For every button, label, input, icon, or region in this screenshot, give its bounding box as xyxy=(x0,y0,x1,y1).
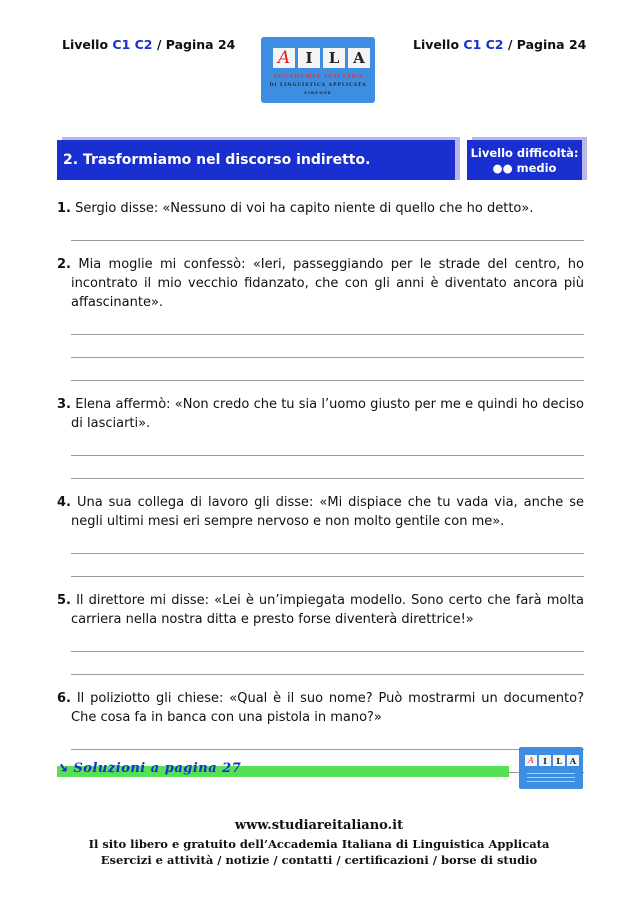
logo-line1: ACCADEMIA ITALIANA xyxy=(273,74,363,80)
exercise-item xyxy=(57,255,584,381)
footer-sections: Esercizi e attività / notizie / contatti / certificazioni / borse di studio xyxy=(100,853,538,867)
item-text: Elena affermò: «Non credo che tu sia l’uomo giusto per me e quindi ho deciso di lasciarti». xyxy=(70,397,584,431)
item-number: 2. xyxy=(57,257,71,272)
answer-line[interactable] xyxy=(71,478,584,479)
item-number: 1. xyxy=(57,201,71,216)
answer-line[interactable] xyxy=(71,674,584,675)
header-left-c1: C1 xyxy=(112,37,131,52)
difficulty-box xyxy=(467,140,582,180)
header-left-suffix: / Pagina 24 xyxy=(152,37,236,52)
exercise-title: 2. Trasformiamo nel discorso indiretto. xyxy=(57,140,455,180)
aila-logo xyxy=(261,37,375,103)
header-right-c1: C1 xyxy=(463,37,482,52)
logo-letter: I xyxy=(298,48,320,68)
logo-letter: I xyxy=(539,755,551,766)
logo-letter: A xyxy=(525,755,537,766)
header-right-suffix: / Pagina 24 xyxy=(503,37,587,52)
exercise-item xyxy=(57,591,584,675)
header-left-prefix: Livello xyxy=(62,37,113,52)
answer-line[interactable] xyxy=(71,455,584,456)
header-right-c2: C2 xyxy=(485,37,504,52)
logo-small-line xyxy=(527,773,575,774)
logo-letter: L xyxy=(323,48,345,68)
item-number: 5. xyxy=(57,593,71,608)
answer-line[interactable] xyxy=(71,749,584,750)
item-text: Sergio disse: «Nessuno di voi ha capito niente di quello che ho detto». xyxy=(70,201,534,216)
item-question xyxy=(57,395,584,433)
footer-url[interactable]: www.studiareitaliano.it xyxy=(234,818,404,833)
logo-line3: FIRENZE xyxy=(304,90,332,95)
logo-letter: A xyxy=(567,755,579,766)
item-question xyxy=(57,255,584,312)
answer-line[interactable] xyxy=(71,357,584,358)
header-right xyxy=(413,37,586,52)
item-question xyxy=(57,591,584,629)
answer-line[interactable] xyxy=(71,576,584,577)
header-right-prefix: Livello xyxy=(413,37,464,52)
answer-line[interactable] xyxy=(71,240,584,241)
exercise-item xyxy=(57,493,584,577)
item-text: Il poliziotto gli chiese: «Qual è il suo nome? Può mostrarmi un documento? Che cosa fa in banca con una pistola in mano?» xyxy=(70,691,584,725)
logo-small-line xyxy=(527,777,575,778)
item-question xyxy=(57,199,584,218)
answer-line[interactable] xyxy=(71,553,584,554)
logo-letter: A xyxy=(348,48,370,68)
item-number: 3. xyxy=(57,397,71,412)
item-text: Mia moglie mi confessò: «Ieri, passeggiando per le strade del centro, ho incontrato il mio vecchio fidanzato, che con gli anni è diventato ancora più affascinante». xyxy=(70,257,584,310)
aila-logo-small xyxy=(519,747,583,789)
header-left xyxy=(62,37,235,52)
logo-line2: DI LINGUISTICA APPLICATA xyxy=(269,83,367,88)
logo-small-line xyxy=(527,781,575,782)
item-question xyxy=(57,689,584,727)
solutions-link[interactable]: ➘ Soluzioni a pagina 27 xyxy=(57,761,242,776)
header-left-c2: C2 xyxy=(134,37,153,52)
logo-letter: L xyxy=(553,755,565,766)
answer-line[interactable] xyxy=(71,380,584,381)
exercise-item xyxy=(57,395,584,479)
item-text: Il direttore mi disse: «Lei è un’impiegata modello. Sono certo che farà molta carriera nella nostra ditta e presto forse diventerà direttrice!» xyxy=(70,593,584,627)
item-text: Una sua collega di lavoro gli disse: «Mi dispiace che tu vada via, anche se negli ultimi mesi eri sempre nervoso e non molto gentile con me». xyxy=(70,495,584,529)
difficulty-label: Livello difficoltà: xyxy=(470,146,579,160)
item-number: 4. xyxy=(57,495,71,510)
difficulty-value: ●● medio xyxy=(492,161,557,175)
answer-line[interactable] xyxy=(71,651,584,652)
exercise-items xyxy=(57,199,584,787)
exercise-item xyxy=(57,199,584,241)
item-question xyxy=(57,493,584,531)
item-number: 6. xyxy=(57,691,71,706)
answer-line[interactable] xyxy=(71,334,584,335)
logo-letter: A xyxy=(273,48,295,68)
footer-tagline: Il sito libero e gratuito dell’Accademia Italiana di Linguistica Applicata xyxy=(88,837,550,851)
